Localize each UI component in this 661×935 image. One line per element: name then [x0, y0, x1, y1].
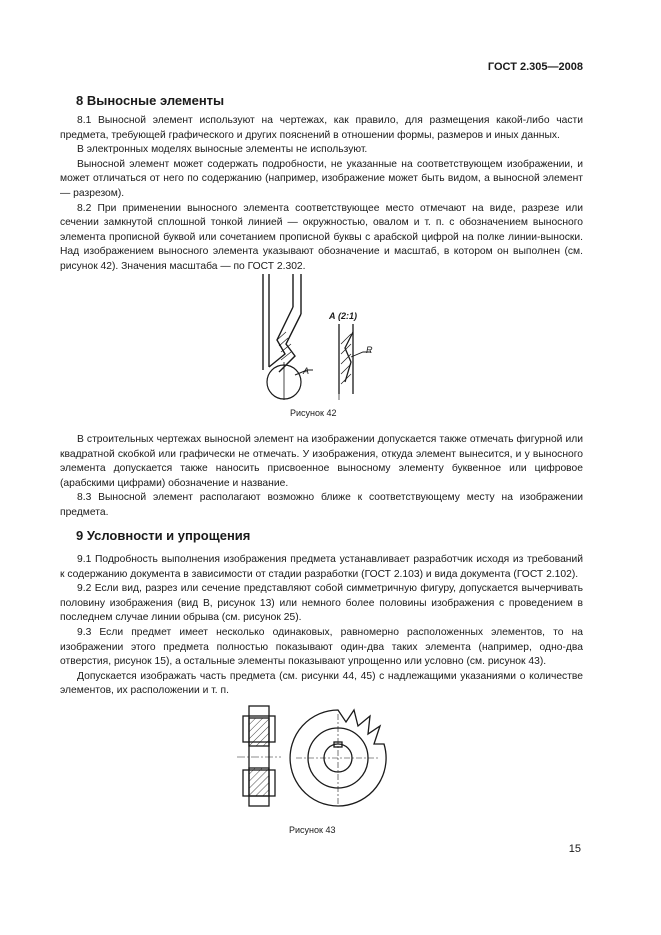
section-9-text: [60, 553, 583, 699]
paragraph: Выносной элемент может содержать подробности, не указанные на соответствующем изображении, и может отличаться от него по содержанию (например, изображение может быть видом, а выносной элемент — разрезом).: [60, 158, 583, 199]
figure-43-section-view: [233, 698, 283, 818]
paragraph: 9.3 Если предмет имеет несколько одинаковых, равномерно расположенных элементов, то на изображении этого предмета полностью показывают один-два таких элемента (например, одно-два отверстия, рисунок 15), а остальные элементы показывают упрощенно или условно (см. рисунок 43).: [60, 626, 583, 668]
figure-42-callout-letter: А: [303, 366, 310, 376]
section-9-title: 9 Условности и упрощения: [76, 528, 251, 543]
paragraph: 8.1 Выносной элемент используют на чертежах, как правило, для размещения какой-либо части предмета, требующей графического и других пояснений в отношении формы, размеров и иных данных.: [60, 115, 583, 141]
figure-42-drawing: [255, 272, 385, 402]
paragraph: Допускается изображать часть предмета (см. рисунки 44, 45) с надлежащими указаниями о количестве элементов, их расположении и т. п.: [60, 670, 583, 697]
figure-43-front-view: [288, 700, 388, 818]
figure-43-caption: Рисунок 43: [289, 825, 336, 835]
figure-42-radius-label: R: [366, 345, 373, 355]
paragraph: В строительных чертежах выносной элемент на изображении допускается также отмечать фигурной или квадратной скобкой или графически не отмечать. У изображения, откуда элемент вынесится, и у выносного элемента допускается также наносить присвоенное выносному элементу буквенное или цифровое (арабскими цифрами) обозначение и название.: [60, 434, 583, 489]
page-number: 15: [568, 843, 581, 855]
section-8-text-continued: [60, 433, 583, 521]
figure-42-caption: Рисунок 42: [290, 408, 337, 418]
paragraph: 9.2 Если вид, разрез или сечение представляют собой симметричную фигуру, допускается вычерчивать половину изображения (вид В, рисунок 13) или немного более половины изображения с проведением в последнем случае линии обрыва (см. рисунок 25).: [60, 583, 583, 624]
paragraph: 9.1 Подробность выполнения изображения предмета устанавливает разработчик исходя из требований к содержанию документа в зависимости от стадии разработки (ГОСТ 2.103) и вида документа (ГОСТ 2.102).: [60, 554, 583, 580]
figure-42-detail-label: А (2:1): [329, 311, 358, 321]
section-8-text: [60, 114, 583, 275]
paragraph: В электронных моделях выносные элементы не используют.: [77, 144, 368, 156]
document-id: ГОСТ 2.305—2008: [487, 61, 583, 73]
paragraph: 8.3 Выносной элемент располагают возможно ближе к соответствующему месту на изображении предмета.: [60, 492, 583, 518]
paragraph: 8.2 При применении выносного элемента соответствующее место отмечают на виде, разрезе или сечении замкнутой сплошной тонкой линией — окружностью, овалом и т. п. с обозначением выносного элемента прописной буквой или сочетанием прописной буквы с арабской цифрой на полке линии-выноски. Над изображением выносного элемента указывают обозначение и масштаб, в котором он выполнен (см. рисунок 42). Значения масштаба — по ГОСТ 2.302.: [60, 202, 583, 272]
section-8-title: 8 Выносные элементы: [76, 93, 225, 108]
